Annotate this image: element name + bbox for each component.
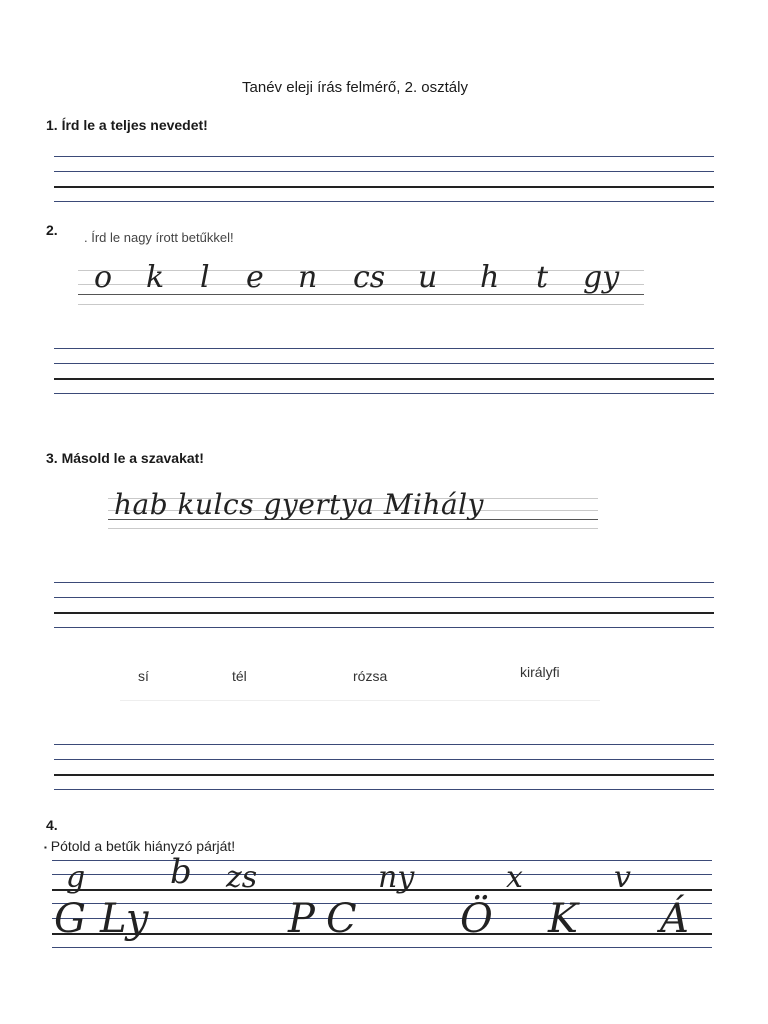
cursive-letter: o — [94, 260, 113, 295]
writing-line — [54, 759, 714, 760]
cursive-letter: gy — [583, 260, 620, 295]
print-word: tél — [232, 668, 247, 684]
print-word: sí — [138, 668, 149, 684]
task-4-number: 4. — [46, 817, 58, 833]
writing-line — [52, 947, 712, 948]
writing-baseline — [54, 774, 714, 776]
print-word: rózsa — [353, 668, 388, 684]
cursive-capital: K — [548, 896, 578, 942]
cursive-letter: g — [66, 860, 86, 895]
cursive-letter: e — [246, 260, 264, 295]
cursive-letter: cs — [353, 260, 386, 295]
cursive-letter: v — [614, 860, 631, 895]
task-3-label: 3. Másold le a szavakat! — [46, 450, 204, 466]
cursive-letter: x — [506, 860, 523, 895]
task-4-instruction-row — [44, 838, 235, 854]
task-2-instruction: . Írd le nagy írott betűkkel! — [84, 230, 234, 245]
task-3-print-sample — [120, 656, 600, 701]
writing-line — [52, 918, 712, 919]
writing-line — [54, 627, 714, 628]
writing-line — [54, 789, 714, 790]
writing-line — [54, 171, 714, 172]
writing-baseline — [54, 612, 714, 614]
writing-line — [54, 156, 714, 157]
print-word: királyfi — [520, 664, 560, 680]
cursive-capital: P — [288, 896, 315, 942]
writing-line — [54, 597, 714, 598]
writing-line — [54, 201, 714, 202]
writing-baseline — [54, 378, 714, 380]
cursive-letter: k — [146, 260, 165, 295]
cursive-capital: Ly — [100, 896, 149, 942]
cursive-capital: G — [54, 896, 86, 942]
writing-line — [54, 348, 714, 349]
cursive-letter: ny — [378, 860, 415, 895]
cursive-words: hab kulcs gyertya Mihály — [114, 488, 484, 521]
task-2-number: 2. — [46, 222, 58, 238]
cursive-letter: zs — [226, 860, 258, 895]
bullet-icon: ▪ — [44, 842, 47, 852]
cursive-letter: u — [418, 260, 438, 295]
writing-line — [54, 393, 714, 394]
page-title: Tanév eleji írás felmérő, 2. osztály — [242, 79, 468, 96]
cursive-letter: l — [200, 260, 210, 295]
cursive-letter: b — [170, 852, 192, 892]
task-3-cursive-sample — [108, 486, 598, 532]
cursive-letter: t — [536, 260, 549, 295]
guide-line — [108, 528, 598, 529]
writing-line — [54, 363, 714, 364]
writing-line — [54, 744, 714, 745]
task-2-sample-image — [78, 222, 644, 310]
cursive-capital: Ö — [460, 896, 493, 942]
task-4-instruction: Pótold a betűk hiányzó párját! — [50, 838, 236, 854]
guide-line — [78, 304, 644, 305]
cursive-letter: h — [480, 260, 500, 295]
writing-line — [52, 903, 712, 904]
cursive-capital: C — [326, 896, 357, 942]
task-1-label: 1. Írd le a teljes nevedet! — [46, 117, 208, 133]
cursive-letter: n — [298, 260, 318, 295]
writing-baseline — [52, 933, 712, 935]
cursive-capital: Á — [660, 896, 689, 942]
writing-baseline — [54, 186, 714, 188]
writing-line — [54, 582, 714, 583]
